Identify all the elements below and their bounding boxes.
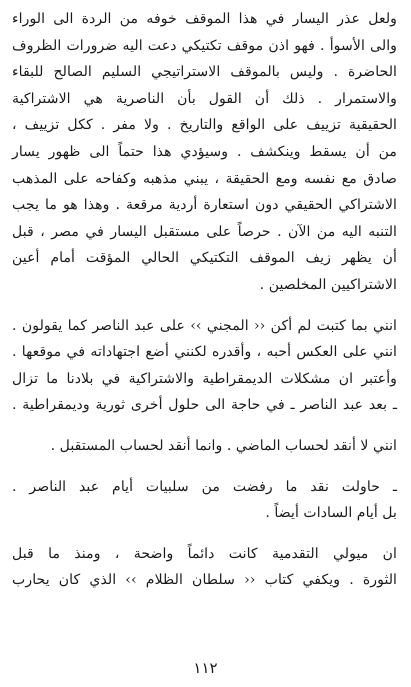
paragraph-5 xyxy=(12,541,397,594)
paragraph-1 xyxy=(12,6,397,299)
text-line: الاشتراكي الحقيقي دون استعارة أردية مرقعة . وهذا هو ما يجب xyxy=(12,197,397,214)
text-line: والى الأسوأ . فهو اذن موقف تكتيكي دعت اليه ضرورات الظروف xyxy=(12,37,397,54)
paragraph-gap xyxy=(12,460,397,474)
text-line: ـ بعد عبد الناصر ـ في حاجة الى حلول أخرى ثورية وديمقراطية . xyxy=(12,397,397,414)
text-line: ان ميولي التقدمية كانت دائماً واضحة ، ومنذ ما قبل xyxy=(12,545,397,562)
text-line: والاستمرار . ذلك أن القول بأن الناصرية هي الاشتراكية xyxy=(12,90,397,107)
text-line: انني بما كتبت لم أكن ‹‹ المجني ›› على عبد الناصر كما يقولون . xyxy=(12,317,397,334)
text-line: صادق مع نفسه ومع الحقيقة ، يبني مذهبه وكفاحه على المذهب xyxy=(12,170,397,187)
text-line: انني لا أنقد لحساب الماضي . وانما أنقد لحساب المستقبل . xyxy=(50,437,397,454)
text-line: ـ حاولت نقد ما رفضت من سلبيات أيام عبد الناصر . xyxy=(12,478,397,495)
paragraph-gap xyxy=(12,419,397,433)
text-line: انني على العكس أحبه ، وأقدره لكنني أضع اجتهاداته في موقعها . xyxy=(12,344,397,361)
text-line: أن يظهر زيف الموقف التكتيكي الحالي المؤقت أمام أعين xyxy=(12,250,397,267)
paragraph-gap xyxy=(12,527,397,541)
text-line: ولعل عذر اليسار في هذا الموقف خوفه من الردة الى الوراء xyxy=(12,11,397,27)
paragraph-3 xyxy=(12,433,397,460)
text-line: الثورة . ويكفي كتاب ‹‹ سلطان الظلام ›› الذي كان يحارب xyxy=(12,572,397,589)
text-line: الحاضرة . وليس بالموقف الاستراتيجي السليم الصالح للبقاء xyxy=(12,64,397,81)
paragraph-4 xyxy=(12,474,397,527)
text-line: الحقيقية تزييف على الواقع والتاريخ . ولا مفر . ككل تزييف ، xyxy=(12,117,397,134)
text-line: بل أيام السادات أيضاً . xyxy=(265,505,397,522)
book-page xyxy=(12,6,397,594)
text-line: من أن يسقط وينكشف . وسيؤدي هذا حتماً الى ظهور يسار xyxy=(12,143,397,160)
paragraph-2 xyxy=(12,313,397,419)
page-number: ١١٢ xyxy=(193,659,218,677)
paragraph-gap xyxy=(12,299,397,313)
text-line: التنبه اليه من الآن . حرصاً على مستقبل اليسار في مصر ، قبل xyxy=(12,223,397,240)
text-line: الاشتراكيين المخلصين . xyxy=(259,276,397,293)
text-line: وأعتبر ان مشكلات الديمقراطية والاشتراكية في بلادنا ما تزال xyxy=(12,370,397,387)
